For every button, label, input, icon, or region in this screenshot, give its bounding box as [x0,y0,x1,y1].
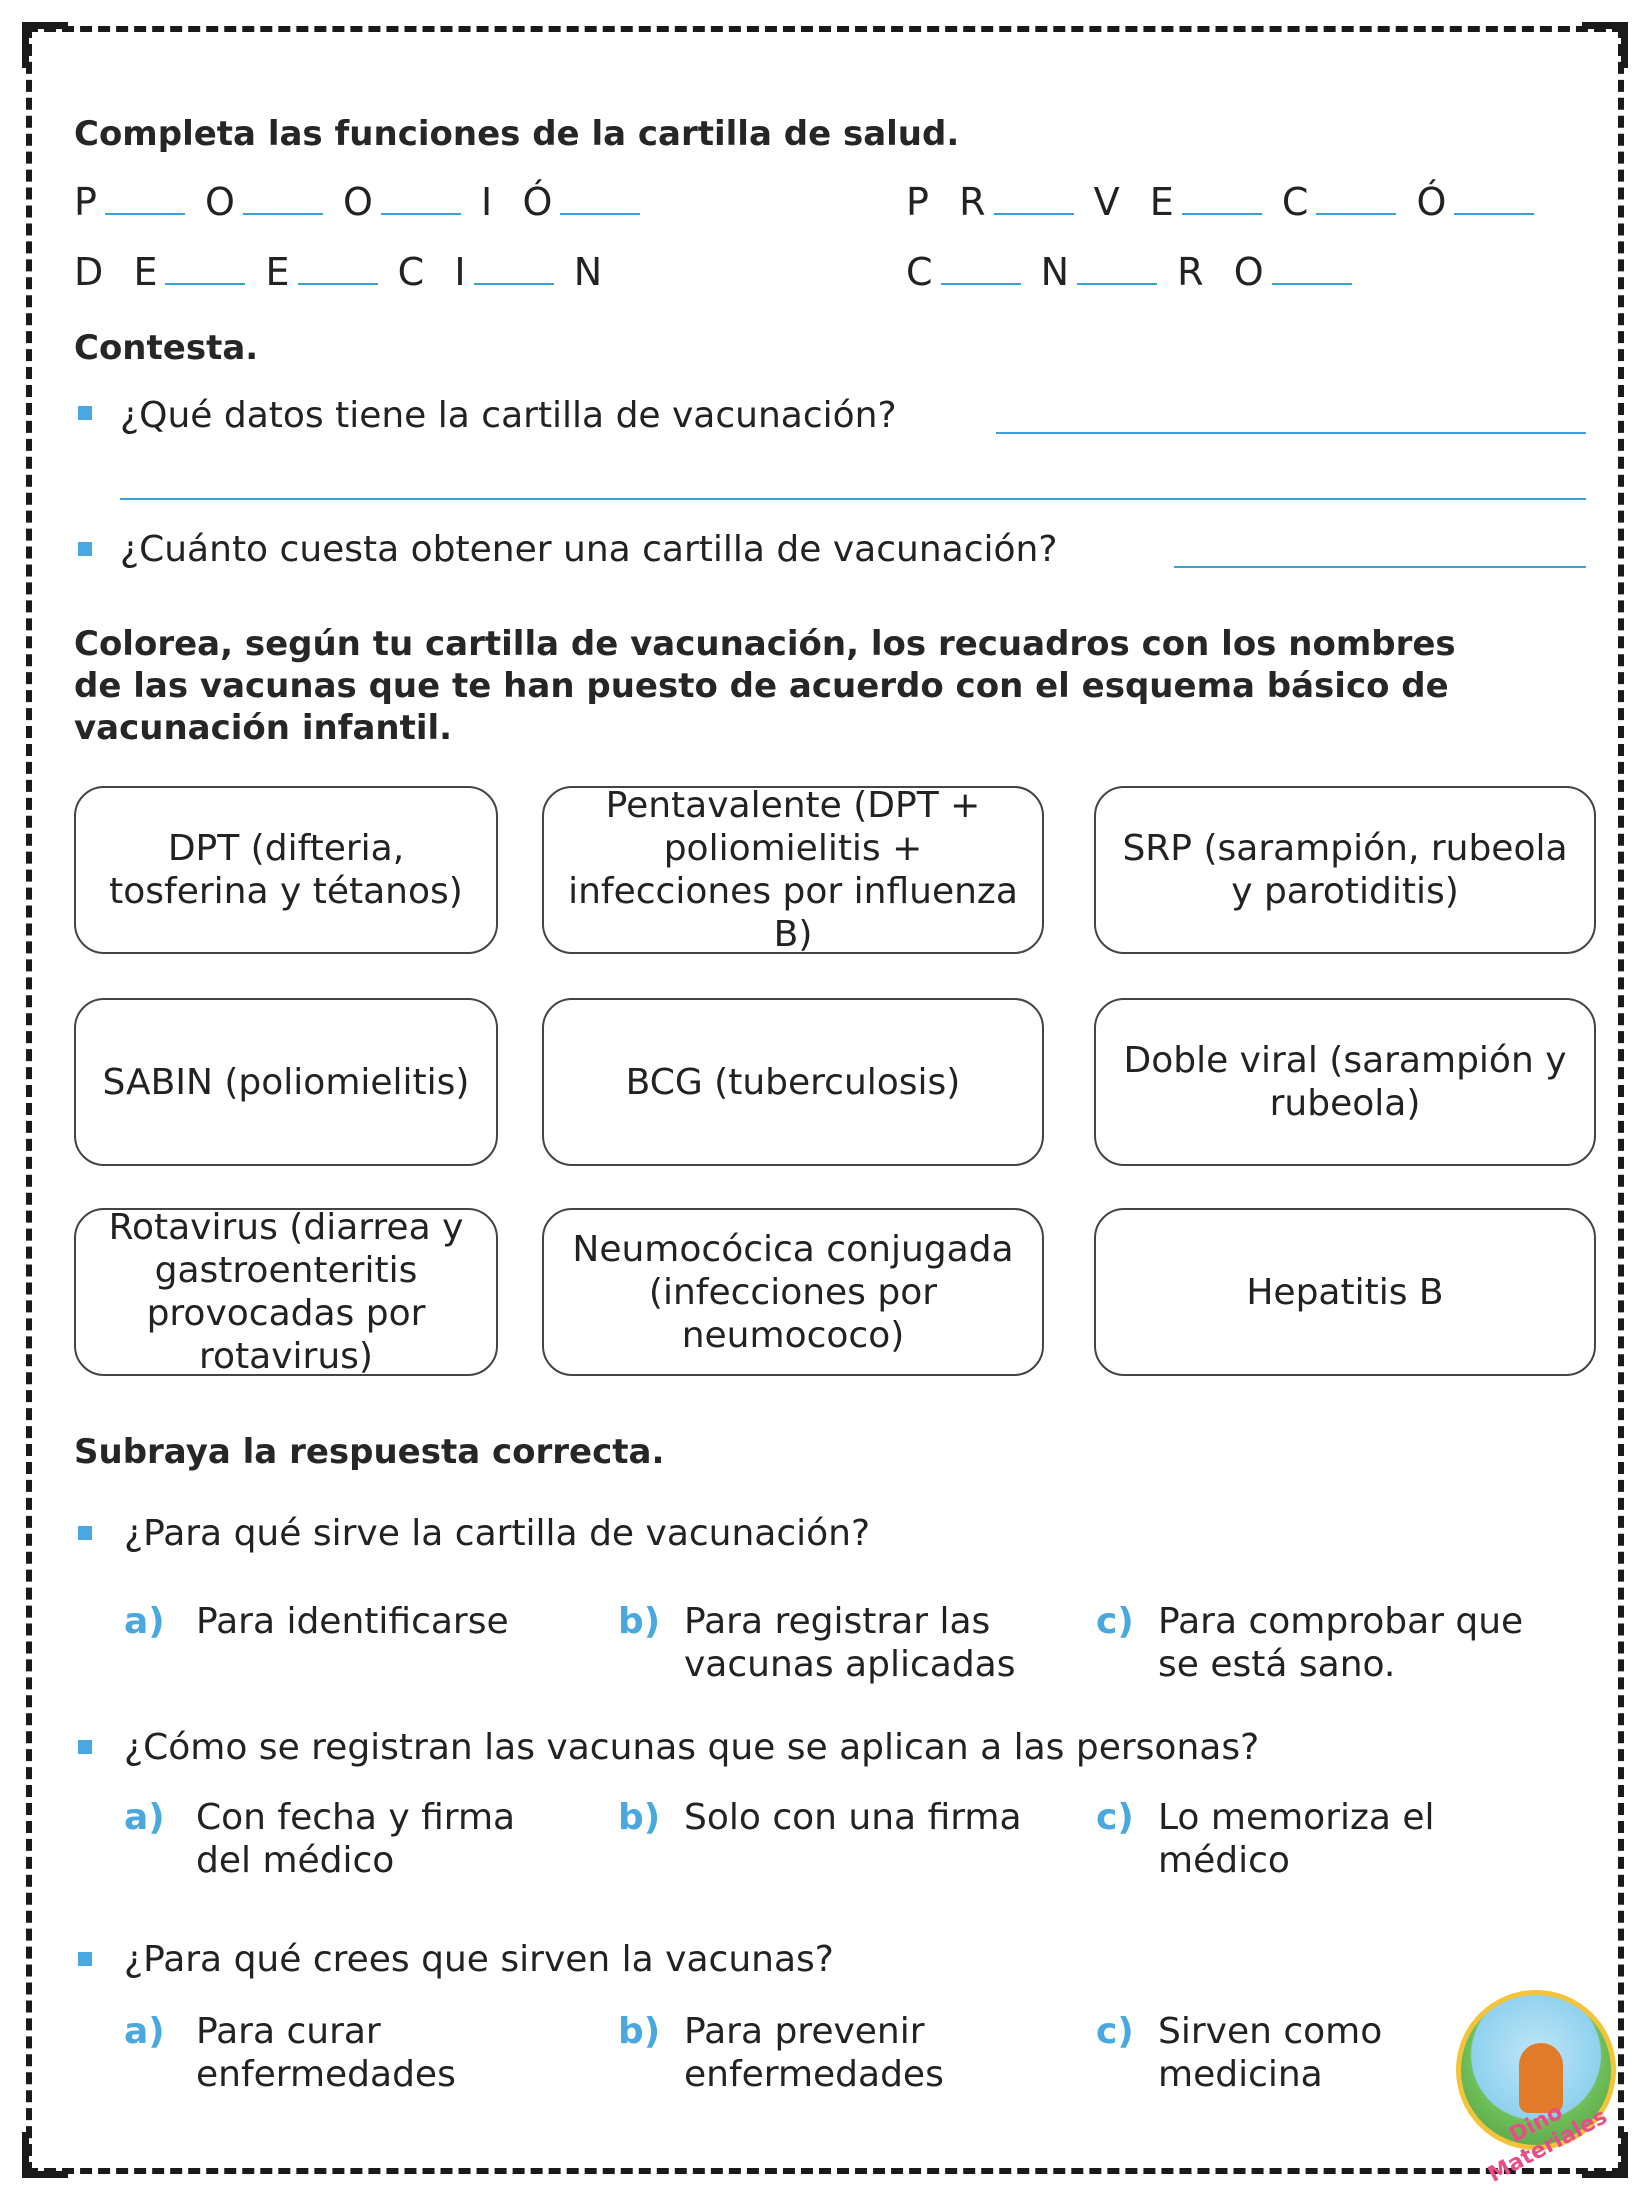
mc-option[interactable]: Para identificarse [196,1601,509,1642]
option-letter: c) [1096,1797,1134,1838]
fill-word-4 [906,250,1358,294]
answer-line[interactable] [1174,566,1586,568]
square-bullet-icon [78,1740,92,1754]
mc-question-1: ¿Para qué sirve la cartilla de vacunación? [124,1513,871,1554]
letter-blank[interactable] [105,183,185,215]
letter: N [573,250,605,294]
letter: O [1233,250,1266,294]
letter: E [265,250,292,294]
letter: V [1093,180,1122,224]
option-letter: a) [124,1601,165,1642]
vaccine-box-bcg[interactable]: BCG (tuberculosis) [542,998,1044,1166]
border-corner [1582,2132,1628,2178]
letter: D [74,250,106,294]
letter-blank[interactable] [165,253,245,285]
question-1: ¿Qué datos tiene la cartilla de vacunación? [120,395,897,436]
fill-word-2 [906,180,1540,224]
letter: C [906,250,935,294]
letter: P [906,180,931,224]
mc-question-3: ¿Para qué crees que sirven la vacunas? [124,1939,834,1980]
vaccine-box-pentavalente[interactable]: Pentavalente (DPT + poliomielitis + infecciones por influenza B) [542,786,1044,954]
letter: Ó [1416,180,1449,224]
letter: I [481,180,495,224]
letter: E [133,250,160,294]
letter: I [454,250,468,294]
square-bullet-icon [78,1952,92,1966]
letter: C [397,250,427,294]
option-letter: c) [1096,1601,1134,1642]
letter-blank[interactable] [243,183,323,215]
fill-word-3 [74,250,604,294]
vaccine-box-dpt[interactable]: DPT (difteria, tosferina y tétanos) [74,786,498,954]
option-letter: c) [1096,2011,1134,2052]
letter: O [343,180,375,224]
letter: E [1149,180,1176,224]
vaccine-box-sabin[interactable]: SABIN (poliomielitis) [74,998,498,1166]
mc-option[interactable]: Para comprobar que se está sano. [1158,1601,1524,1685]
option-letter: b) [618,2011,661,2052]
letter-blank[interactable] [941,253,1021,285]
border-corner [22,2132,68,2178]
option-letter: a) [124,2011,165,2052]
vaccine-box-rotavirus[interactable]: Rotavirus (diarrea y gastroenteritis provocadas por rotavirus) [74,1208,498,1376]
letter: O [205,180,237,224]
answer-line[interactable] [120,498,1586,500]
section4-heading: Subraya la respuesta correcta. [74,1432,665,1472]
fill-word-1 [74,180,646,224]
letter: P [74,180,99,224]
letter-blank[interactable] [1316,183,1396,215]
letter-blank[interactable] [1077,253,1157,285]
letter-blank[interactable] [560,183,640,215]
mc-option[interactable]: Para prevenir enfermedades [684,2011,944,2095]
vaccine-box-neumococica[interactable]: Neumocócica conjugada (infecciones por neumococo) [542,1208,1044,1376]
option-letter: a) [124,1797,165,1838]
section3-heading-line-3: vacunación infantil. [74,708,453,748]
mc-option[interactable]: Para curar enfermedades [196,2011,456,2095]
section3-heading-line-2: de las vacunas que te han puesto de acuerdo con el esquema básico de [74,666,1449,706]
square-bullet-icon [78,1526,92,1540]
mc-option[interactable]: Lo memoriza el médico [1158,1797,1435,1881]
answer-line[interactable] [996,432,1586,434]
option-letter: b) [618,1601,661,1642]
letter-blank[interactable] [298,253,378,285]
section2-heading: Contesta. [74,328,259,368]
letter-blank[interactable] [994,183,1074,215]
section1-heading: Completa las funciones de la cartilla de salud. [74,114,960,154]
mc-option[interactable]: Para registrar las vacunas aplicadas [684,1601,1016,1685]
square-bullet-icon [78,542,92,556]
letter-blank[interactable] [474,253,554,285]
mc-question-2: ¿Cómo se registran las vacunas que se aplican a las personas? [124,1727,1260,1768]
border-corner [22,22,68,68]
vaccine-box-hepatitis-b[interactable]: Hepatitis B [1094,1208,1596,1376]
letter-blank[interactable] [381,183,461,215]
mc-option[interactable]: Con fecha y firma del médico [196,1797,516,1881]
letter: N [1040,250,1072,294]
mc-option[interactable]: Sirven como medicina [1158,2011,1383,2095]
logo-text: Dino Materiales [1484,2099,1612,2188]
question-2: ¿Cuánto cuesta obtener una cartilla de vacunación? [120,529,1058,570]
letter-blank[interactable] [1272,253,1352,285]
letter: Ó [522,180,555,224]
square-bullet-icon [78,406,92,420]
border-corner [1582,22,1628,68]
vaccine-box-doble-viral[interactable]: Doble viral (sarampión y rubeola) [1094,998,1596,1166]
letter: R [959,180,988,224]
letter-blank[interactable] [1454,183,1534,215]
letter-blank[interactable] [1182,183,1262,215]
vaccine-box-srp[interactable]: SRP (sarampión, rubeola y parotiditis) [1094,786,1596,954]
option-letter: b) [618,1797,661,1838]
mc-option[interactable]: Solo con una firma [684,1797,1022,1838]
letter: R [1177,250,1206,294]
letter: C [1281,180,1311,224]
section3-heading-line-1: Colorea, según tu cartilla de vacunación, los recuadros con los nombres [74,624,1456,664]
